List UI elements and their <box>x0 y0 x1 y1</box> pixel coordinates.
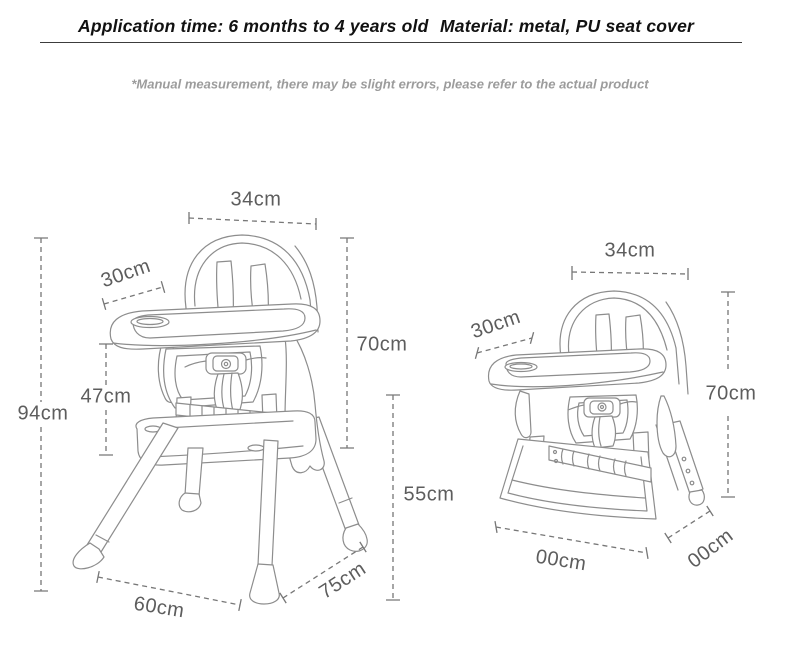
dim-right-base-depth: 00cm <box>683 524 738 573</box>
dim-right-base-width: 00cm <box>534 545 588 576</box>
dim-left-leg-height: 55cm <box>403 483 455 506</box>
application-time-text: Application time: 6 months to 4 years old <box>78 16 429 36</box>
left-chair-drawing <box>73 235 367 604</box>
dim-left-seat-height: 47cm <box>80 385 132 408</box>
dim-left-tray-depth: 30cm <box>98 254 154 293</box>
dim-left-top-width: 34cm <box>230 188 282 211</box>
dim-right-backrest-height: 70cm <box>705 382 757 405</box>
dim-right-top-width: 34cm <box>604 239 656 262</box>
dim-left-backrest-height: 70cm <box>356 333 408 356</box>
dim-right-tray-depth: 30cm <box>468 305 524 344</box>
dim-left-base-depth: 75cm <box>315 557 371 604</box>
disclaimer-text: *Manual measurement, there may be slight errors, please refer to the actual product <box>131 76 649 92</box>
material-text: Material: metal, PU seat cover <box>440 16 695 36</box>
dim-left-total-height: 94cm <box>17 402 69 425</box>
dim-left-base-width: 60cm <box>132 592 186 623</box>
